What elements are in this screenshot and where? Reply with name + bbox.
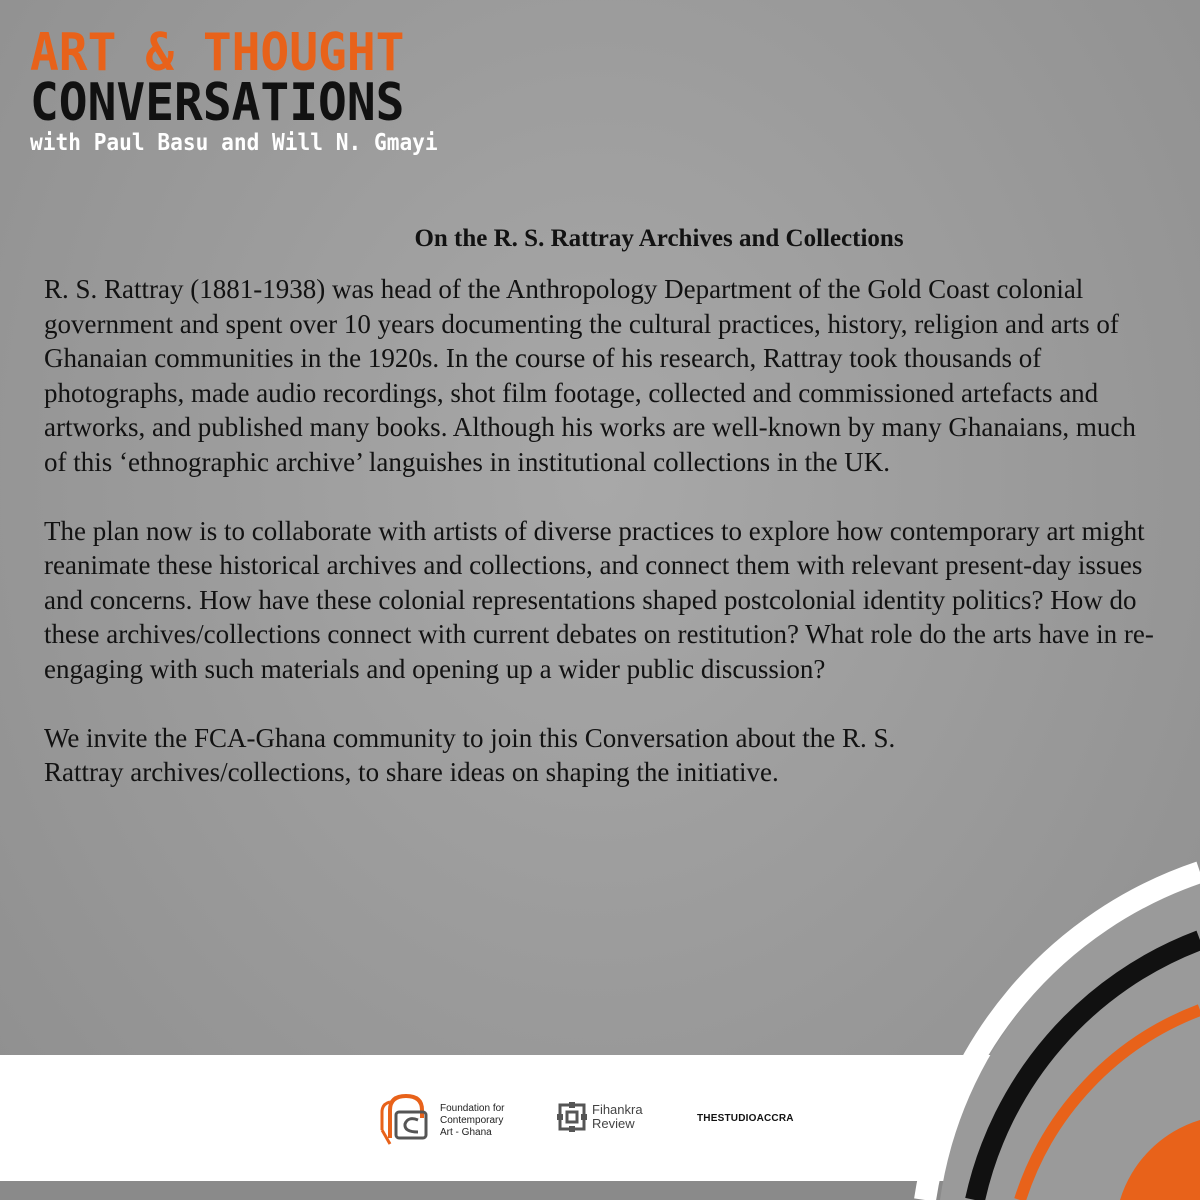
studio-accra-logo: THESTUDIOACCRA — [697, 1113, 794, 1124]
paragraph-invite: We invite the FCA-Ghana community to join this Conversation about the R. S. Rattray archives/collections, to share ideas on shaping the initiative. — [44, 722, 896, 788]
fca-line2: Contemporary — [440, 1115, 504, 1126]
fihankra-logo — [557, 1102, 643, 1132]
fihankra-line2: Review — [592, 1116, 635, 1131]
title-conversations: CONVERSATIONS — [30, 73, 405, 133]
fihankra-logo-icon — [557, 1102, 587, 1132]
title-art-thought: ART & THOUGHT — [30, 23, 405, 83]
subtitle-hosts: with Paul Basu and Will N. Gmayi — [30, 130, 438, 156]
section-heading: On the R. S. Rattray Archives and Collections — [414, 225, 904, 252]
fca-name — [440, 1103, 505, 1139]
fca-line3: Art - Ghana — [440, 1127, 492, 1138]
paragraph-intro: R. S. Rattray (1881-1938) was head of the Anthropology Department of the Gold Coast colonial government and spent over 10 years documenting the cultural practices, history, religion and arts of Ghanaian communities in the 1920s. In the course of his research, Rattray took thousands of photographs, made audio recordings, shot film footage, collected and commissioned artefacts and artworks, and published many books. Although his works are well-known by many Ghanaians, much of this ‘ethnographic archive’ languishes in institutional collections in the UK. — [44, 274, 1136, 477]
fihankra-line1: Fihankra — [592, 1102, 643, 1117]
fihankra-name — [592, 1103, 643, 1131]
fca-logo-icon — [378, 1090, 434, 1152]
fca-line1: Foundation for — [440, 1103, 505, 1114]
fca-logo — [378, 1090, 505, 1152]
paragraph-plan: The plan now is to collaborate with artists of diverse practices to explore how contemporary art might reanimate these historical archives and collections, and connect them with relevant present-day issues and concerns. How have these colonial representations shaped postcolonial identity politics? How do these archives/collections connect with current debates on restitution? What role do the arts have in re-engaging with such materials and opening up a wider public discussion? — [44, 515, 1154, 684]
